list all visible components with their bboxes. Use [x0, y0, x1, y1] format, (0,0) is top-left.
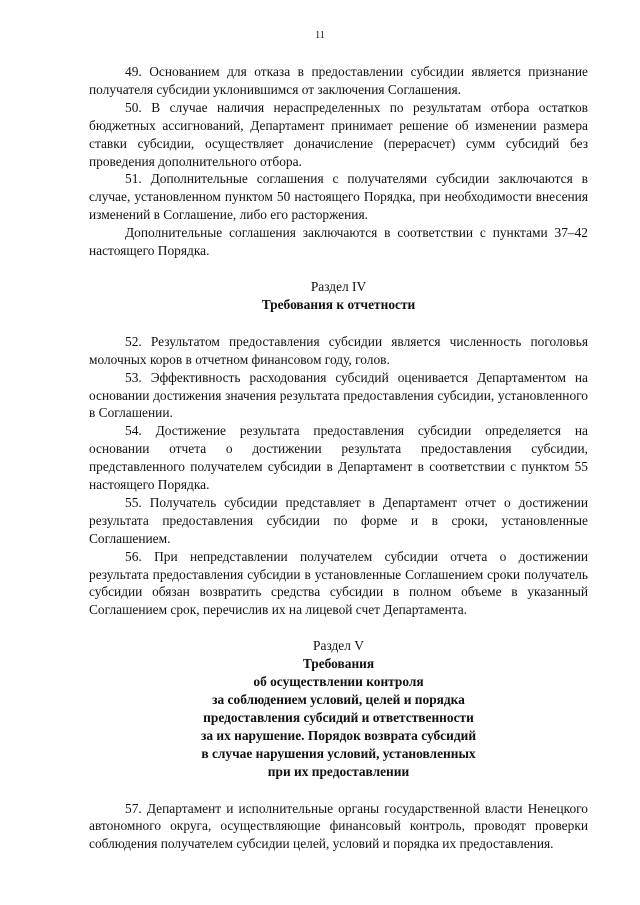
document-body	[89, 63, 588, 853]
paragraph-51-continued: Дополнительные соглашения заключаются в соответствии с пунктами 37–42 настоящего Порядка.	[89, 225, 588, 259]
section-5-title-line: предоставления субсидий и ответственности	[203, 709, 474, 725]
paragraph-56: 56. При непредставлении получателем субсидии отчета о достижении результата предоставления субсидии в установленные Соглашением сроки получатель субсидии обязан возвратить средства субсидии в полном объеме в указанный Соглашением срок, перечислив их на лицевой счет Департамента.	[89, 548, 588, 618]
section-5-title-line: Требования	[302, 656, 375, 672]
paragraph-51: 51. Дополнительные соглашения с получателями субсидии заключаются в случае, установленном пунктом 50 настоящего Порядка, при необходимости внесения изменений в Соглашение, либо его расторжения.	[89, 171, 588, 223]
paragraph-54: 54. Достижение результата предоставления субсидии определяется на основании отчета о достижении результата предоставления субсидии, представленного получателем субсидии в Департамент в соответствии с пунктом 55 настоящего Порядка.	[89, 423, 588, 493]
paragraph-53: 53. Эффективность расходования субсидий оценивается Департаментом на основании достижения значения результата предоставления субсидии, установленного в Соглашении.	[89, 369, 588, 421]
section-4-title: Требования к отчетности	[261, 296, 416, 312]
paragraph-50: 50. В случае наличия нераспределенных по результатам отбора остатков бюджетных ассигнований, Департамент принимает решение об изменении размера ставки субсидии, осуществляет доначисление (перерасчет) сумм субсидий без проведения дополнительного отбора.	[89, 99, 588, 169]
paragraph-57: 57. Департамент и исполнительные органы государственной власти Ненецкого автономного округа, осуществляющие финансовый контроль, проводят проверки соблюдения получателем субсидии целей, условий и порядка их предоставления.	[89, 800, 588, 852]
section-5-title-line: за соблюдением условий, целей и порядка	[212, 692, 465, 707]
section-5-title-line: в случае нарушения условий, установленных	[201, 745, 476, 761]
section-5-title-line: при их предоставлении	[267, 763, 410, 779]
page-number: 11	[315, 30, 325, 41]
paragraph-55: 55. Получатель субсидии представляет в Департамент отчет о достижении результата предоставления субсидии по форме и в сроки, установленные Соглашением.	[89, 494, 588, 546]
section-5-title-line: за их нарушение. Порядок возврата субсидий	[200, 727, 477, 743]
section-5-heading	[89, 637, 588, 780]
paragraph-52: 52. Результатом предоставления субсидии является численность поголовья молочных коров в отчетном финансовом году, голов.	[89, 333, 588, 367]
paragraph-49: 49. Основанием для отказа в предоставлении субсидии является признание получателя субсидии уклонившимся от заключения Соглашения.	[89, 64, 588, 97]
section-5-title-line: об осуществлении контроля	[253, 674, 424, 690]
section-4-label: Раздел IV	[310, 278, 367, 294]
section-4-heading	[89, 278, 588, 314]
section-5-label: Раздел V	[313, 638, 364, 654]
